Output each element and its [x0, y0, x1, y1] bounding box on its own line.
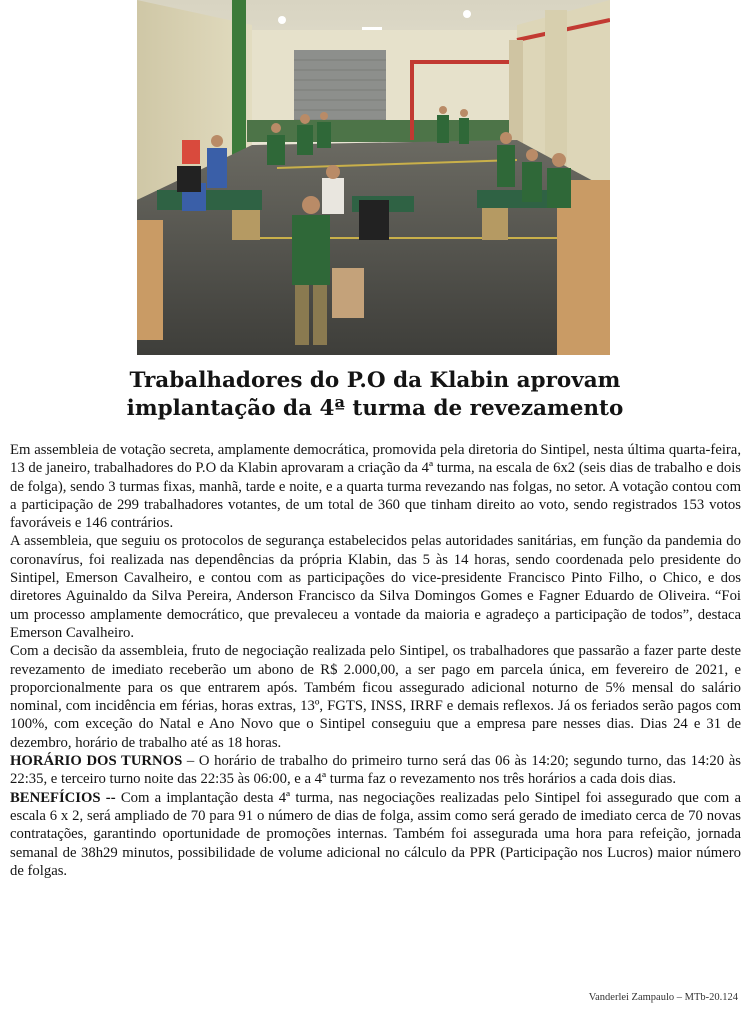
paragraph-assembly: A assembleia, que seguiu os protocolos de segurança estabelecidos pelas autoridades sanitárias, em função da pandemia do coronavírus, foi realizada nas dependências da própria Klabin, das 5 às 14 horas, sendo coordenada pelo presidente do Sintipel, Emerson Cavalheiro, e contou com as participações do vice-presidente Francisco Pinto Filho, o Chico, e dos diretores Aguinaldo da Silva Pereira, Anderson Francisco da Silva Domingos Gomes e Fagner Eduardo de Oliveira. “Foi um processo amplamente democrático, que prevaleceu a vontade da maioria e agradeço a participação de todos”, destaca Emerson Cavalheiro. [10, 533, 741, 641]
benefits-label: BENEFÍCIOS -- [10, 789, 116, 806]
shift-hours-text: – O horário de trabalho do primeiro turno será das 06 às 14:20; segundo turno, das 14:20 às 22:35, e terceiro turno noite das 22:35 às 06:00, e a 4ª turma faz o revezamento nos três horários a cada dois dias. [10, 753, 741, 788]
article-photo [137, 0, 610, 355]
article-body [10, 441, 741, 880]
paragraph-voting: Em assembleia de votação secreta, amplamente democrática, promovida pela diretoria do Sintipel, nesta última quarta-feira, 13 de janeiro, trabalhadores do P.O da Klabin aprovaram a criação da 4ª turma, na escala de 6x2 (seis dias de trabalho e dois de folga), sendo 3 turmas fixas, manhã, tarde e noite, e a quarta turma revezando nas folgas, no setor. A votação contou com a participação de 299 trabalhadores votantes, de um total de 360 que tinham direito ao voto, sendo registrados 153 votos favoráveis e 146 contrários. [10, 442, 741, 532]
paragraph-shift-hours [10, 752, 741, 789]
headline-line-2: implantação da 4ª turma de revezamento [126, 396, 624, 421]
paragraph-benefits [10, 789, 741, 880]
benefits-text: Com a implantação desta 4ª turma, nas negociações realizadas pelo Sintipel foi assegurado que com a escala 6 x 2, será ampliado de 70 para 91 o número de dias de folga, assim como será gerado de imediato cerca de 70 novas contratações, garantindo oportunidade de promoções internas. Também foi assegurada uma hora para refeição, jornada semanal de 38h29 minutos, possibilidade de volume adicional no cálculo da PPR (Participação nos Lucros) maior número de folgas. [10, 789, 742, 879]
photo-factory-assembly [137, 0, 610, 355]
headline-line-1: Trabalhadores do P.O da Klabin aprovam [129, 368, 621, 393]
shift-hours-label: HORÁRIO DOS TURNOS [10, 753, 183, 770]
article-headline [0, 367, 750, 423]
author-credit: Vanderlei Zampaulo – MTb-20.124 [588, 992, 738, 1003]
paragraph-benefits-bonus: Com a decisão da assembleia, fruto de negociação realizada pelo Sintipel, os trabalhadores que passarão a fazer parte deste revezamento de imediato receberão um abono de R$ 2.000,00, a ser pago em parcela única, em fevereiro de 2021, e proporcionalmente para os que entrarem após. Também ficou assegurado adicional noturno de 5% mensal do salário nominal, com incidência em férias, horas extras, 13º, FGTS, INSS, IRRF e demais reflexos. Já os feriados serão pagos com 100%, com exceção do Natal e Ano Novo que o Sintipel conseguiu que a empresa pare nesses dias. Dias 24 e 31 de dezembro, horário de trabalho até as 18 horas. [10, 643, 741, 751]
